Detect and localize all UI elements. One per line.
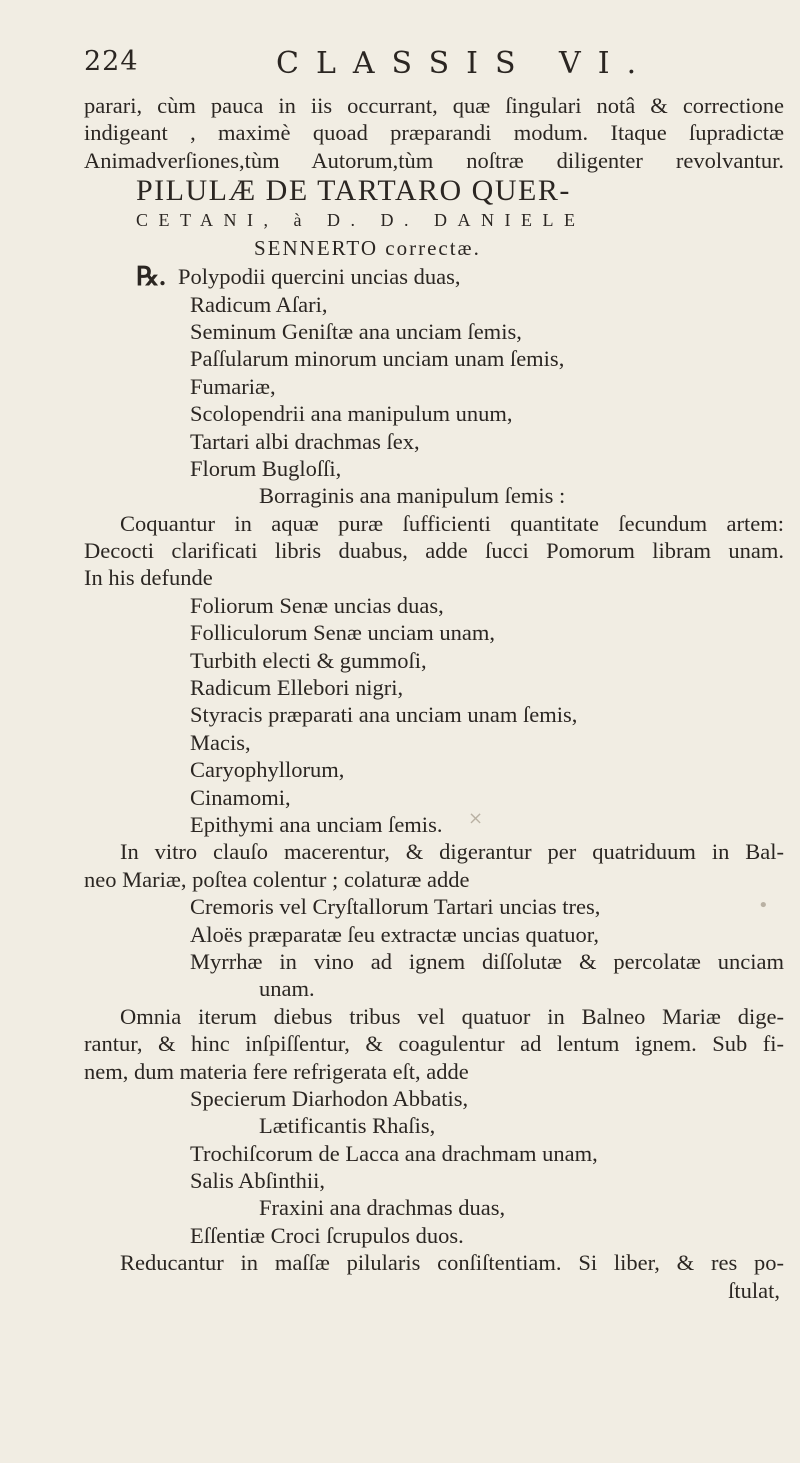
ingredient-line: Cinamomi, bbox=[190, 784, 291, 810]
ingredient-line: Caryophyllorum, bbox=[190, 757, 345, 783]
intro-line: parari, cùm pauca in iis occurrant, quæ ſingulari notâ & correctione bbox=[84, 93, 784, 118]
intro-line: Animadverſiones,tùm Autorum,tùm noſtræ diligenter revolvantur. bbox=[84, 147, 784, 173]
ingredient-line: Radicum Ellebori nigri, bbox=[190, 675, 404, 701]
ingredient-line: Tartari albi drachmas ſex, bbox=[190, 428, 420, 454]
ingredient-line: Scolopendrii ana manipulum unum, bbox=[190, 401, 513, 427]
ingredient-line: Trochiſcorum de Lacca ana drachmam unam, bbox=[190, 1140, 598, 1166]
ingredient-line: Radicum Aſari, bbox=[190, 291, 328, 317]
ingredient-line: Myrrhæ in vino ad ignem diſſolutæ & percolatæ unciam bbox=[190, 948, 784, 974]
running-title: CLASSIS VI. bbox=[276, 46, 654, 81]
paragraph-line: neo Mariæ, poſtea colentur ; colaturæ adde bbox=[84, 866, 470, 892]
ingredient-line: Specierum Diarhodon Abbatis, bbox=[190, 1085, 469, 1111]
ingredient-line: Salis Abſinthii, bbox=[190, 1168, 326, 1194]
recipe-symbol: ℞. bbox=[136, 262, 166, 292]
page-number: 224 bbox=[84, 46, 139, 77]
paragraph-line: Omnia iterum diebus tribus vel quatuor in Balneo Mariæ dige- bbox=[120, 1003, 784, 1029]
ingredient-line: Folliculorum Senæ unciam unam, bbox=[190, 620, 495, 646]
ingredient-line bbox=[84, 263, 784, 290]
paragraph-line: ſtulat, bbox=[728, 1277, 780, 1303]
paragraph-line: nem, dum materia fere refrigerata eſt, adde bbox=[84, 1058, 469, 1084]
section-title-line-3: SENNERTO correctæ. bbox=[254, 236, 481, 261]
ingredient-line: Paſſularum minorum unciam unam ſemis, bbox=[190, 346, 565, 372]
ingredient-line: unam. bbox=[259, 976, 315, 1002]
ingredient-line: Cremoris vel Cryſtallorum Tartari uncias tres, bbox=[190, 894, 601, 920]
paragraph-line: Coquantur in aquæ puræ ſufficienti quantitate ſecundum artem: bbox=[120, 510, 784, 536]
ingredient-line: Epithymi ana unciam ſemis. bbox=[190, 811, 443, 837]
ingredient-line: Styracis præparati ana unciam unam ſemis, bbox=[190, 702, 578, 728]
ingredient-line: Borraginis ana manipulum ſemis : bbox=[259, 483, 566, 509]
body-text bbox=[84, 92, 784, 1304]
ingredient-line: Seminum Geniſtæ ana unciam ſemis, bbox=[190, 318, 522, 344]
ingredient-line: Lætificantis Rhaſis, bbox=[259, 1113, 436, 1139]
ingredient-line: Fraxini ana drachmas duas, bbox=[259, 1195, 506, 1221]
ingredient-line: Fumariæ, bbox=[190, 373, 276, 399]
ingredient-line: Turbith electi & gummoſi, bbox=[190, 647, 427, 673]
paragraph-line: In vitro clauſo macerentur, & digerantur per quatriduum in Bal- bbox=[120, 839, 784, 865]
paragraph-line: Reducantur in maſſæ pilularis conſiſtentiam. Si liber, & res po- bbox=[120, 1250, 784, 1276]
paragraph-line: In his defunde bbox=[84, 565, 213, 591]
intro-line: indigeant , maximè quoad præparandi modum. Itaque ſupradictæ bbox=[84, 120, 784, 146]
page-header bbox=[84, 44, 784, 88]
section-title-line-1: PILULÆ DE TARTARO QUER- bbox=[136, 174, 571, 208]
stray-mark: × bbox=[468, 808, 484, 829]
section-title-line-2: CETANI, à D. D. DANIELE bbox=[136, 210, 586, 231]
paragraph-line: Decocti clarificati libris duabus, adde ſucci Pomorum libram unam. bbox=[84, 538, 784, 564]
ingredient-line: Macis, bbox=[190, 729, 251, 755]
ingredient-line: Foliorum Senæ uncias duas, bbox=[190, 592, 444, 618]
paragraph-line: rantur, & hinc inſpiſſentur, & coagulentur ad lentum ignem. Sub fi- bbox=[84, 1031, 784, 1057]
ingredient-line: Florum Bugloſſi, bbox=[190, 455, 342, 481]
ingredient-line: Aloës præparatæ ſeu extractæ uncias quatuor, bbox=[190, 921, 599, 947]
stray-mark: • bbox=[758, 895, 769, 916]
ingredient-line: Eſſentiæ Croci ſcrupulos duos. bbox=[190, 1222, 464, 1248]
ingredient-text: Polypodii quercini uncias duas, bbox=[178, 264, 461, 290]
